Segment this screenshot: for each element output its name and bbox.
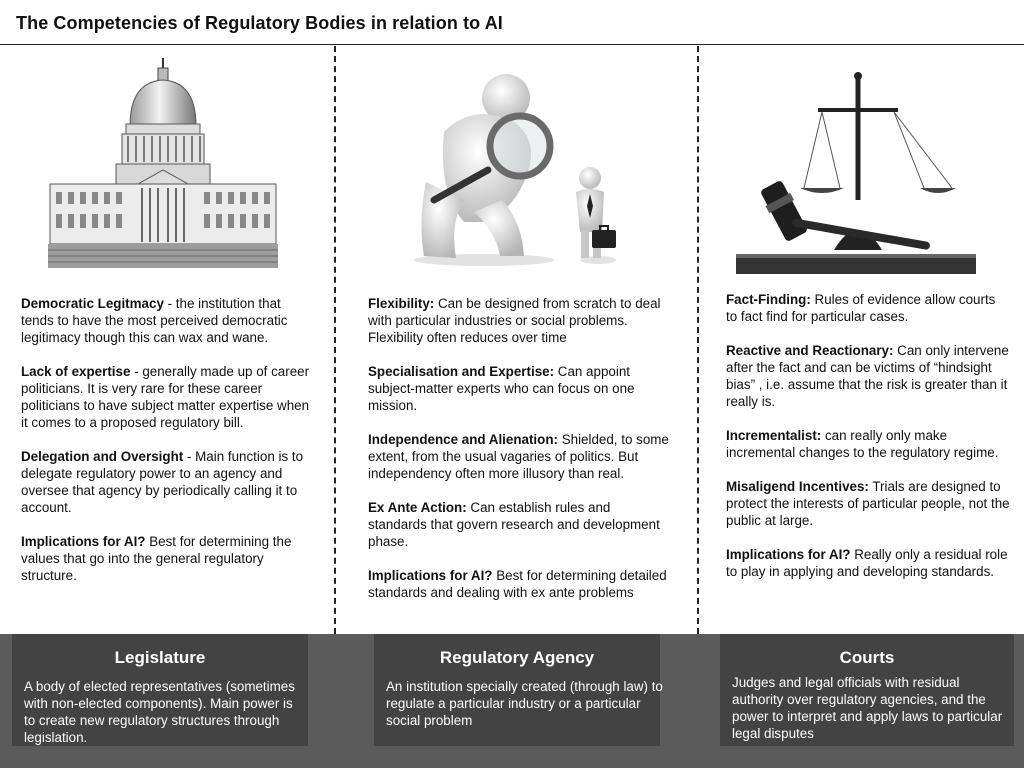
- point: Implications for AI? Best for determining the values that go into the general regulatory structure.: [21, 534, 292, 583]
- point: Flexibility: Can be designed from scratch to deal with particular industries or social problems. Flexibility often reduces over time: [368, 296, 661, 345]
- courts-description: Judges and legal officials with residual authority over regulatory agencies, and the power to interpret and apply laws to particular legal disputes: [732, 675, 1003, 741]
- point: Ex Ante Action: Can establish rules and standards that govern research and development phase.: [368, 500, 660, 549]
- regulatory-agency-points: [368, 295, 672, 618]
- title-divider: [0, 44, 1024, 45]
- legislature-description: A body of elected representatives (sometimes with non-elected components). Main power is to create new regulatory structures through legislation.: [24, 679, 295, 745]
- magnifying-glass-figure-image: [404, 72, 626, 268]
- page-title: The Competencies of Regulatory Bodies in relation to AI: [16, 13, 503, 33]
- point: Implications for AI? Best for determining detailed standards and dealing with ex ante problems: [368, 568, 667, 600]
- courts-points: [726, 291, 1010, 597]
- regulatory-agency-title: Regulatory Agency: [439, 648, 595, 667]
- legislature-box: [12, 634, 308, 746]
- legislature-title: Legislature: [114, 648, 206, 667]
- point: Fact-Finding: Rules of evidence allow courts to fact find for particular cases.: [726, 292, 996, 324]
- legislature-points: [21, 295, 317, 601]
- point: Reactive and Reactionary: Can only intervene after the fact and can be victims of “hindsight bias” , i.e. assume that the risk is greater than it really is.: [726, 343, 1009, 409]
- point: Independence and Alienation: Shielded, to some extent, from the usual vagaries of politics. But independency often more illusory than real.: [368, 432, 669, 481]
- column-divider-1: [334, 46, 336, 634]
- regulatory-agency-box: [374, 634, 663, 746]
- point: Specialisation and Expertise: Can appoint subject-matter experts who can focus on one mission.: [368, 364, 635, 413]
- courts-title: Courts: [839, 648, 895, 667]
- courts-box: [720, 634, 1014, 746]
- point: Democratic Legitmacy - the institution that tends to have the most perceived democratic legitimacy though this can wax and wane.: [21, 296, 288, 345]
- point: Delegation and Oversight - Main function is to delegate regulatory power to an agency and oversee that agency by periodically calling it to account.: [21, 449, 304, 515]
- point: Incrementalist: can really only make incremental changes to the regulatory regime.: [726, 428, 999, 460]
- scales-and-gavel-image: [734, 70, 978, 274]
- regulatory-agency-description: An institution specially created (through law) to regulate a particular industry or a particular social problem: [386, 679, 663, 728]
- point: Misaligend Incentives: Trials are designed to protect the interests of particular people, not the public at large.: [726, 479, 1010, 528]
- capitol-building-image: [46, 56, 280, 272]
- point: Lack of expertise - generally made up of career politicians. It is very rare for these career politicians to have subject matter expertise when it comes to a proposed regulatory bill.: [21, 364, 310, 430]
- column-divider-2: [697, 46, 699, 634]
- point: Implications for AI? Really only a residual role to play in applying and developing standards.: [726, 547, 1008, 579]
